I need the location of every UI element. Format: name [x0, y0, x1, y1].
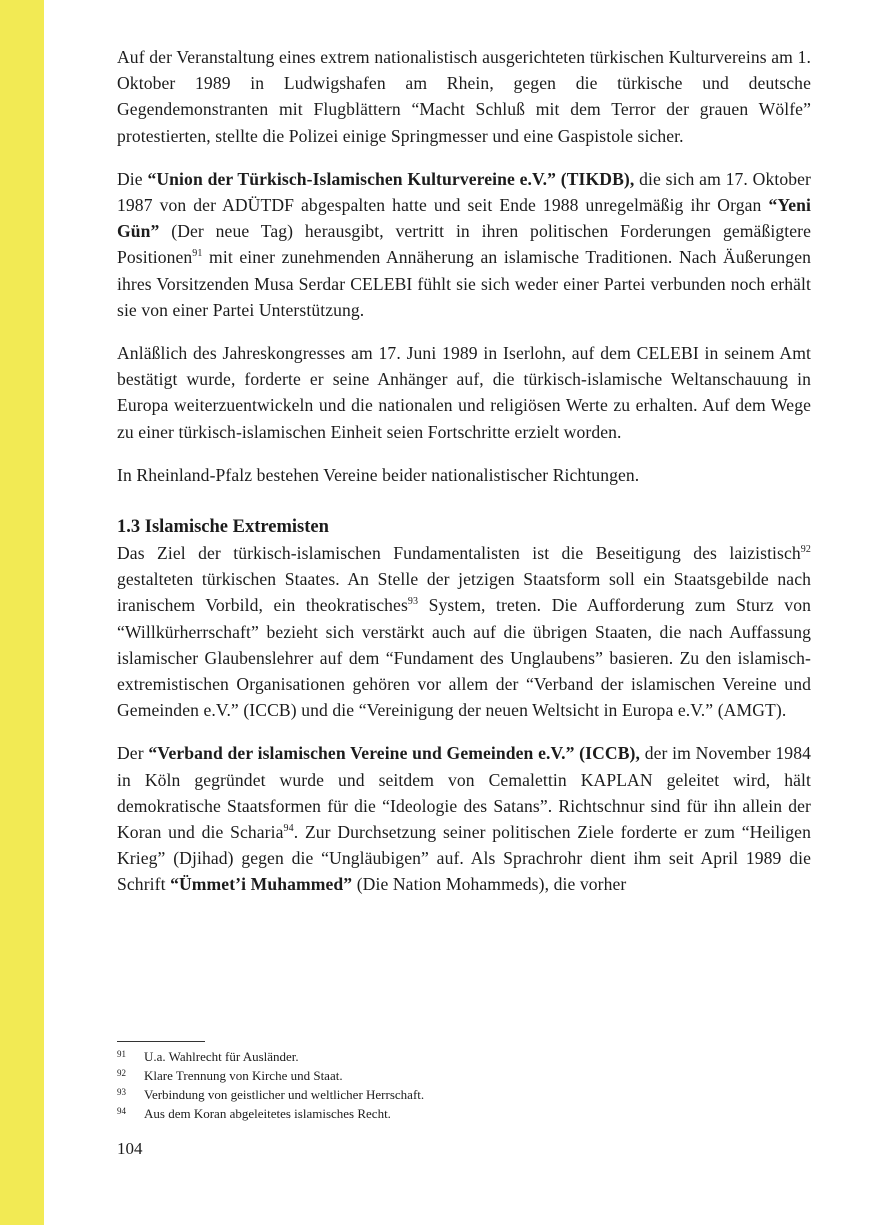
- footnote-ref-91[interactable]: 91: [192, 248, 203, 260]
- footnote-ref-93[interactable]: 93: [407, 596, 419, 608]
- paragraph-3: Anläßlich des Jahreskongresses am 17. Juni 1989 in Iserlohn, auf dem CELEBI in seinem Amt bestätigt wurde, forderte er seine Anhänger auf, die türkisch-islamische Weltanschauung in Europa weiterzuentwickeln und die nationalen und religiösen Werte zu erhalten. Auf dem Wege zu einer türkisch-islamischen Einheit seien Fortschritte erzielt worden.: [117, 343, 811, 442]
- ummet-title: “Ümmet’i Muhammed”: [170, 874, 353, 895]
- p2-mid2: (Der neue Tag) herausgibt, vertritt in ihren politischen Forderungen gemäßigtere Positionen: [117, 221, 811, 268]
- footnote-divider: [117, 1041, 205, 1042]
- yeni-gun-title: “Yeni Gün”: [117, 195, 811, 242]
- s1-a: Das Ziel der türkisch-islamischen Fundamentalisten ist die Beseitigung des laizistisch: [117, 543, 801, 564]
- footnote-ref-92[interactable]: 92: [800, 544, 811, 556]
- s1-b: gestalteten türkischen Staates. An Stelle der jetzigen Staatsform soll ein Staatsgebilde nach iranischem Vorbild, ein theokratisches: [117, 569, 811, 616]
- p2-mid1: die sich am 17. Oktober 1987 von der ADÜTDF abgespalten hatte und seit Ende 1988 unregelmäßig ihr Organ: [117, 168, 812, 216]
- p2-pre: Die: [117, 168, 148, 189]
- footnote-number: 92: [117, 1068, 126, 1078]
- s2-post: (Die Nation Mohammeds), die vorher: [352, 874, 627, 895]
- footnote-text: Verbindung von geistlicher und weltlicher Herrschaft.: [144, 1087, 425, 1102]
- footnote-91: [117, 1047, 811, 1066]
- page-body: [117, 44, 811, 915]
- paragraph-2: [117, 166, 811, 323]
- s1-c: System, treten. Die Aufforderung zum Sturz von “Willkürherrschaft” bezieht sich verstärkt auch auf die übrigen Staaten, die nach Auffassung islamischer Glaubenslehrer auf dem “Fundament des Unglaubens” basieren. Zu den islamisch- extremistischen Organisationen gehören vor allem der “Verband der islamischen Vereine und Gemeinden e.V.” (ICCB) und die “Vereinigung der neuen Weltsicht in Europa e.V.” (AMGT).: [117, 595, 811, 721]
- paragraph-1: Auf der Veranstaltung eines extrem nationalistisch ausgerichteten türkischen Kulturvereins am 1. Oktober 1989 in Ludwigshafen am Rhein, gegen die türkische und deutsche Gegendemonstranten mit Flugblättern “Macht Schluß mit dem Terror der grauen Wölfe” protestierten, stellte die Polizei einige Springmesser und eine Gaspistole sicher.: [117, 47, 811, 146]
- yellow-edge-strip: [0, 0, 44, 1225]
- footnote-number: 91: [117, 1049, 126, 1059]
- footnote-number: 93: [117, 1087, 126, 1097]
- footnote-92: [117, 1066, 811, 1085]
- footnote-94: [117, 1104, 811, 1123]
- footnote-text: Klare Trennung von Kirche und Staat.: [144, 1068, 343, 1083]
- footnote-ref-94[interactable]: 94: [283, 823, 294, 835]
- tikdb-name: “Union der Türkisch-Islamischen Kulturvereine e.V.” (TIKDB),: [147, 168, 635, 189]
- section-paragraph-2: [117, 740, 811, 897]
- footnotes: [117, 1047, 811, 1123]
- footnote-93: [117, 1085, 811, 1104]
- section-paragraph-1: [117, 540, 811, 723]
- paragraph-4: In Rheinland-Pfalz bestehen Vereine beider nationalistischer Richtungen.: [117, 464, 640, 485]
- s2-mid1: der im November 1984 in Köln gegründet wurde und seitdem von Cemalettin KAPLAN geleitet wird, hält demokratische Staatsformen für die “Ideologie des Satans”. Richtschnur sind für ihn allein der Koran und die Scharia: [117, 743, 811, 843]
- footnote-text: U.a. Wahlrecht für Ausländer.: [144, 1049, 299, 1064]
- footnote-number: 94: [117, 1106, 126, 1116]
- s2-pre: Der: [117, 743, 149, 764]
- footnote-text: Aus dem Koran abgeleitetes islamisches Recht.: [144, 1106, 391, 1121]
- p2-post: mit einer zunehmenden Annäherung an islamische Traditionen. Nach Äußerungen ihres Vorsitzenden Musa Serdar CELEBI fühlt sie sich weder einer Partei verbunden noch erhält sie von einer Partei Unterstützung.: [117, 247, 811, 320]
- iccb-name: “Verband der islamischen Vereine und Gemeinden e.V.” (ICCB),: [148, 743, 640, 764]
- s2-mid2: . Zur Durchsetzung seiner politischen Ziele forderte er zum “Heiligen Krieg” (Djihad) gegen die “Ungläubigen” auf. Als Sprachrohr dient ihm seit April 1989 die Schrift: [117, 822, 811, 895]
- page-number: 104: [117, 1139, 143, 1158]
- section-heading: 1.3 Islamische Extremisten: [117, 517, 329, 538]
